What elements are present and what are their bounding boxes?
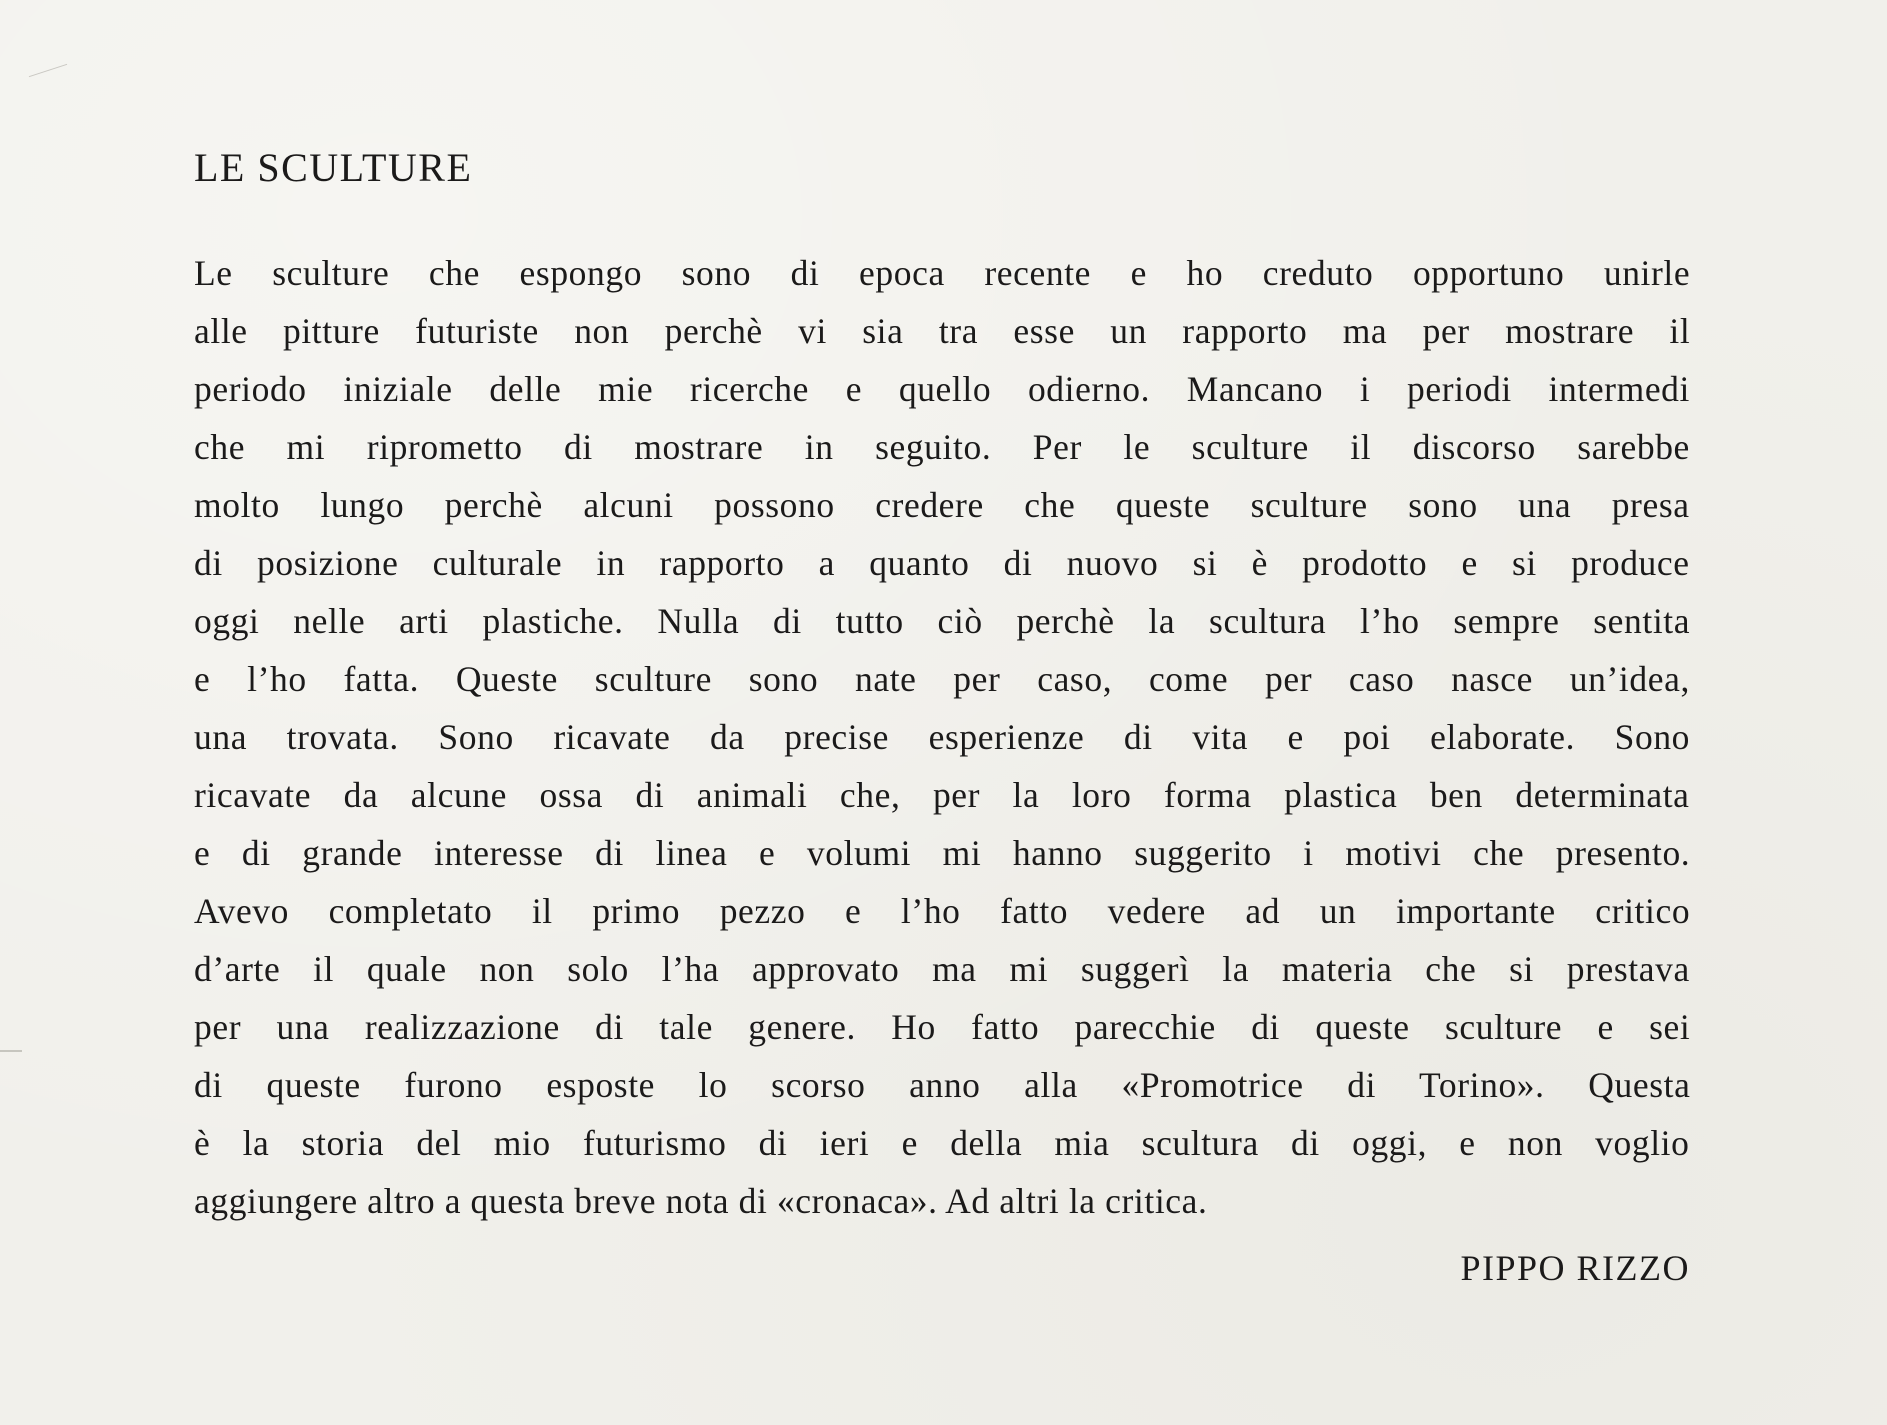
body-line: una trovata. Sono ricavate da precise esperienze di vita e poi elaborate. Sono xyxy=(194,717,1691,757)
body-line: e di grande interesse di linea e volumi mi hanno suggerito i motivi che presento. xyxy=(194,833,1691,873)
body-line: di queste furono esposte lo scorso anno alla «Promotrice di Torino». Questa xyxy=(194,1065,1691,1105)
body-line: per una realizzazione di tale genere. Ho fatto parecchie di queste sculture e sei xyxy=(194,1007,1691,1047)
body-line: oggi nelle arti plastiche. Nulla di tutto ciò perchè la scultura l’ho sempre sentita xyxy=(194,601,1691,641)
body-line: d’arte il quale non solo l’ha approvato ma mi suggerì la materia che si prestava xyxy=(194,949,1690,989)
body-line: Le sculture che espongo sono di epoca recente e ho creduto opportuno unirle xyxy=(194,253,1691,293)
author-signature: PIPPO RIZZO xyxy=(1460,1248,1690,1288)
body-line: che mi riprometto di mostrare in seguito. Per le sculture il discorso sarebbe xyxy=(194,427,1690,467)
body-line: è la storia del mio futurismo di ieri e della mia scultura di oggi, e non voglio xyxy=(194,1123,1690,1163)
paper-mark xyxy=(29,64,67,77)
body-line: ricavate da alcune ossa di animali che, per la loro forma plastica ben determinata xyxy=(194,775,1690,815)
body-paragraph xyxy=(194,244,1690,1230)
paper-mark xyxy=(0,1050,22,1052)
body-line: e l’ho fatta. Queste sculture sono nate per caso, come per caso nasce un’idea, xyxy=(194,659,1690,699)
body-line: molto lungo perchè alcuni possono credere che queste sculture sono una presa xyxy=(194,485,1690,525)
document-title: LE SCULTURE xyxy=(194,145,473,190)
body-line: alle pitture futuriste non perchè vi sia tra esse un rapporto ma per mostrare il xyxy=(194,311,1691,351)
body-line: di posizione culturale in rapporto a quanto di nuovo si è prodotto e si produce xyxy=(194,543,1690,583)
body-line: aggiungere altro a questa breve nota di «cronaca». Ad altri la critica. xyxy=(194,1181,1208,1221)
body-line: Avevo completato il primo pezzo e l’ho fatto vedere ad un importante critico xyxy=(194,891,1691,931)
body-line: periodo iniziale delle mie ricerche e quello odierno. Mancano i periodi intermedi xyxy=(194,369,1690,409)
